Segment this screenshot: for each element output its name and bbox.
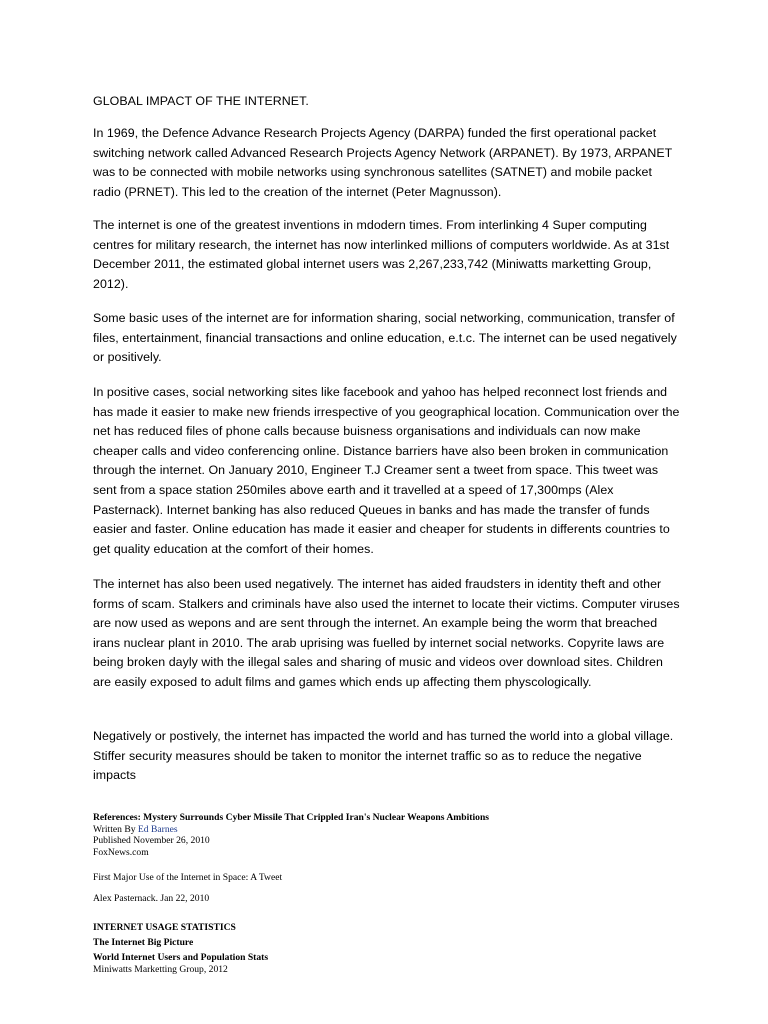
- reference-tweet-heading: First Major Use of the Internet in Space: A Tweet: [93, 872, 283, 883]
- reference-heading: References: Mystery Surrounds Cyber Missile That Crippled Iran's Nuclear Weapons Ambitions: [93, 812, 490, 823]
- paragraph-greatest-invention: The internet is one of the greatest inventions in mdodern times. From interlinking 4 Super computing centres for military research, the internet has now interlinked millions of computers worldwide. As at 31st December 2011, the estimated global internet users was 2,267,233,742 (Miniwatts marketting Group, 2012).: [93, 218, 670, 291]
- author-link[interactable]: Ed Barnes: [137, 823, 178, 835]
- paragraph-negative-uses: The internet has also been used negatively. The internet has aided fraudsters in identity theft and other forms of scam. Stalkers and criminals have also used the internet to locate their victims. Computer viruses are now used as wepons and are sent through the internet. An example being the worm that breached irans nuclear plant in 2010. The arab uprising was fuelled by internet social networks. Copyrite laws are being broken dayly with the illegal sales and sharing of music and videos over download sites. Children are easily exposed to adult films and games which ends up affecting them physcologically.: [93, 577, 680, 689]
- reference-subheading: The Internet Big Picture: [93, 936, 194, 948]
- reference-subheading: World Internet Users and Population Stats: [93, 952, 269, 964]
- reference-tweet-author: Alex Pasternack. Jan 22, 2010: [93, 893, 210, 904]
- paragraph-conclusion: Negatively or postively, the internet has impacted the world and has turned the world into a global village. Stiffer security measures should be taken to monitor the internet traffic so as to reduce the negative impacts: [93, 729, 674, 783]
- reference-cyber-missile: [93, 812, 693, 858]
- reference-published: Published November 26, 2010: [93, 835, 210, 847]
- written-by-label: Written By: [93, 823, 138, 835]
- paragraph-arpanet-history: In 1969, the Defence Advance Research Projects Agency (DARPA) funded the first operational packet switching network called Advanced Research Projects Agency Network (ARPANET). By 1973, ARPANET was to be connected with mobile networks using synchronous satellites (SATNET) and mobile packet radio (PRNET). This led to the creation of the internet (Peter Magnusson).: [93, 126, 673, 199]
- reference-source: FoxNews.com: [93, 846, 149, 858]
- reference-usage-stats: [93, 922, 693, 975]
- paragraph-positive-uses: In positive cases, social networking sites like facebook and yahoo has helped reconnect lost friends and has made it easier to make new friends irrespective of you geographical location. Communication over the net has reduced files of phone calls because buisness organisations and individuals can now make cheaper calls and video conferencing online. Distance barriers have also been broken in communication through the internet. On January 2010, Engineer T.J Creamer sent a tweet from space. This tweet was sent from a space station 250miles above earth and it travelled at a speed of 17,300mps (Alex Pasternack). Internet banking has also reduced Queues in banks and has made the transfer of funds easier and faster. Online education has made it easier and cheaper for students in differents countries to get quality education at the comfort of their homes.: [93, 385, 680, 556]
- paragraph-basic-uses: Some basic uses of the internet are for information sharing, social networking, communication, transfer of files, entertainment, financial transactions and online education, e.t.c. The internet can be used negatively or positively.: [93, 311, 677, 365]
- reference-heading: INTERNET USAGE STATISTICS: [93, 922, 236, 933]
- reference-source: Miniwatts Marketting Group, 2012: [93, 963, 228, 975]
- reference-author-line: [93, 824, 693, 836]
- document-title: GLOBAL IMPACT OF THE INTERNET.: [93, 94, 309, 108]
